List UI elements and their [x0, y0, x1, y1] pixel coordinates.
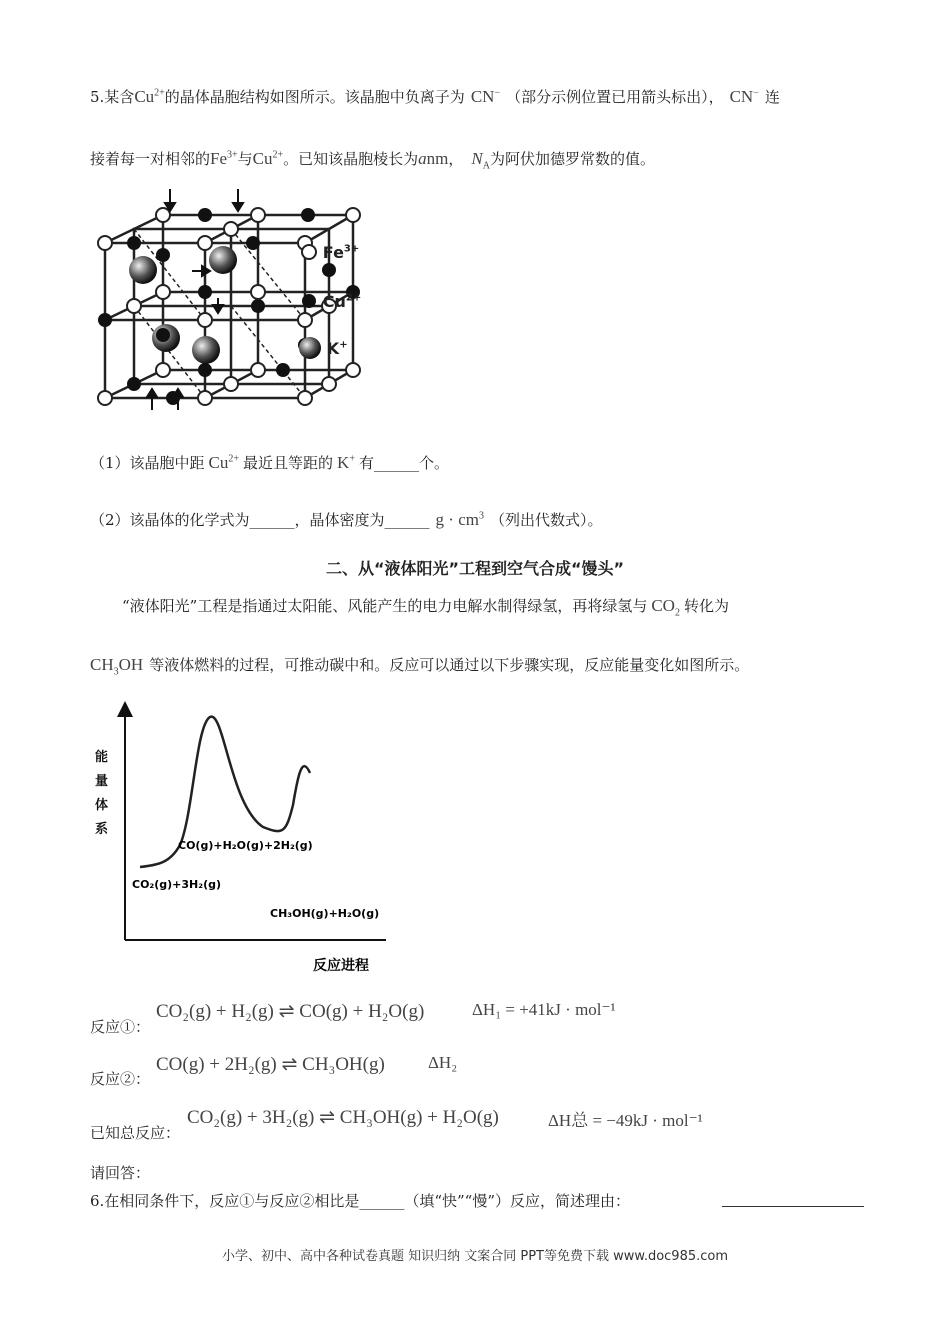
- y-label-char: 量: [95, 774, 109, 789]
- total-reaction-label: 已知总反应：: [90, 1124, 181, 1142]
- paragraph-line1: [122, 595, 729, 618]
- cu-formula: $Cu^{2+}$: [208, 453, 240, 472]
- text: 5.某含: [90, 88, 135, 106]
- cu-legend-dot-icon: [300, 292, 318, 310]
- text: 与: [237, 150, 253, 168]
- text: 。已知该晶胞棱长为: [283, 150, 419, 168]
- total-reaction-equation: CO₂(g) + 3H₂(g) ⇌ CH₃OH(g) + H₂O(g): [187, 1107, 499, 1128]
- text: 等液体燃料的过程，可推动碳中和。反应可以通过以下步骤实现，反应能量变化如图所示。: [149, 656, 750, 674]
- cu-formula: $Cu^{2+}$: [134, 87, 165, 106]
- cn-formula-2: CN−: [729, 87, 759, 106]
- cu-formula: $Cu^{2+}$: [252, 149, 284, 168]
- reaction-2-enthalpy: ΔH₂: [428, 1053, 458, 1072]
- total-reaction-enthalpy: ΔH总 = −49kJ · mol⁻¹: [548, 1111, 703, 1130]
- fe-legend-label: $Fe^{3+}$: [322, 243, 360, 262]
- co2-formula: $CO_2$: [651, 596, 680, 619]
- reaction-2-label: 反应②：: [90, 1070, 151, 1088]
- reaction-1-equation: CO₂(g) + H₂(g) ⇌ CO(g) + H₂O(g): [156, 1001, 425, 1022]
- q5-line1: [90, 86, 780, 107]
- y-label-char: 系: [95, 822, 109, 837]
- text: （列出代数式）。: [489, 511, 603, 529]
- legend-cu: [300, 292, 361, 314]
- q5-sub1: [90, 452, 449, 473]
- y-label-char: 能: [95, 750, 109, 765]
- answer-prompt: 请回答：: [90, 1164, 151, 1182]
- cu-legend-label: $Cu^{2+}$: [322, 292, 362, 311]
- text: 为阿伏加德罗常数的值。: [490, 150, 656, 168]
- fe-legend-circle-icon: [300, 243, 318, 261]
- methanol-formula: $CH_3OH$: [90, 655, 144, 678]
- text: 有______个。: [358, 454, 449, 472]
- label-reactants: CO₂(g)+3H₂(g): [132, 878, 221, 891]
- text: 连: [764, 88, 780, 106]
- y-label-char: 体: [95, 798, 109, 813]
- k-legend-label: K+: [326, 339, 348, 358]
- text: ，: [448, 150, 464, 168]
- text: （2）该晶体的化学式为______，晶体密度为______: [90, 511, 430, 529]
- section-heading: 二、从“液体阳光”工程到空气合成“馒头”: [325, 559, 625, 578]
- edge-length: anm: [418, 149, 449, 168]
- avogadro-symbol: $N_A$: [471, 149, 490, 172]
- legend-fe: [300, 243, 359, 265]
- q5-line2: [90, 148, 655, 171]
- question-6: 6.在相同条件下，反应①与反应②相比是______（填“快”“慢”）反应，简述理由：: [90, 1192, 630, 1210]
- fe-formula: $Fe^{3+}$: [210, 149, 238, 168]
- footer-banner: 小学、初中、高中各种试卷真题 知识归纳 文案合同 PPT等免费下载 www.doc985.com: [221, 1249, 729, 1264]
- legend-k: [298, 336, 348, 364]
- density-unit: $g \cdot cm^3$: [435, 510, 484, 529]
- text: “液体阳光”工程是指通过太阳能、风能产生的电力电解水制得绿氢，再将绿氢与: [122, 597, 648, 615]
- text: 转化为: [683, 597, 729, 615]
- text: （部分示例位置已用箭头标出），: [506, 88, 724, 106]
- k-legend-sphere-icon: [298, 336, 322, 360]
- reaction-1-label: 反应①：: [90, 1018, 151, 1036]
- x-axis-label: 反应进程: [313, 958, 369, 974]
- text: 的晶体晶胞结构如图所示。该晶胞中负离子为: [164, 88, 465, 106]
- paragraph-line2: [90, 654, 749, 677]
- reaction-2-equation: CO(g) + 2H₂(g) ⇌ CH₃OH(g): [156, 1054, 385, 1075]
- text: 最近且等距的: [243, 454, 334, 472]
- k-formula: K+: [337, 453, 355, 472]
- cn-formula: CN−: [470, 87, 501, 106]
- text: （1）该晶胞中距: [90, 454, 205, 472]
- text: 接着每一对相邻的: [90, 150, 211, 168]
- answer-blank-line: [722, 1206, 864, 1207]
- label-products: CH₃OH(g)+H₂O(g): [270, 907, 380, 920]
- reaction-1-enthalpy: ΔH₁ = +41kJ · mol⁻¹: [472, 1000, 616, 1019]
- energy-diagram: [88, 695, 398, 980]
- label-intermediate: CO(g)+H₂O(g)+2H₂(g): [178, 839, 313, 852]
- q5-sub2: [90, 509, 603, 530]
